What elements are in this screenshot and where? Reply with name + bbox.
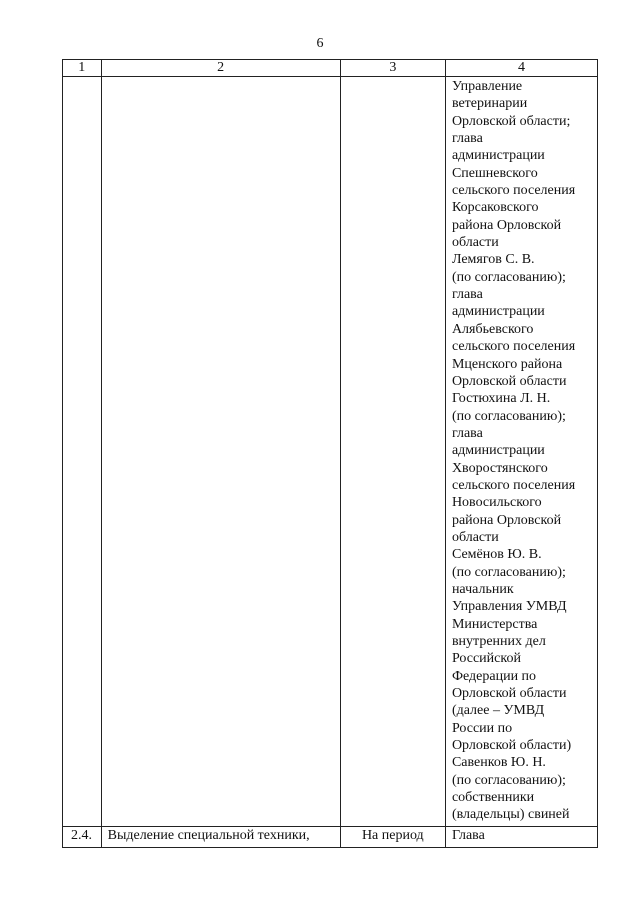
header-col-4: 4 — [445, 60, 597, 77]
responsible-line: Гостюхина Л. Н. — [451, 391, 551, 407]
responsible-line: Семёнов Ю. В. — [451, 547, 542, 563]
responsible-line: Спешневского — [451, 165, 538, 181]
responsible-line: (владельцы) свиней — [451, 807, 570, 823]
responsible-line: глава — [451, 131, 483, 147]
table-header-row — [63, 60, 598, 77]
responsible-line: России по — [451, 720, 513, 736]
responsible-line: (по согласованию); — [451, 772, 566, 788]
responsible-line: внутренних дел — [451, 634, 546, 649]
page-number: 6 — [316, 36, 324, 51]
responsible-line: Управления УМВД — [451, 599, 567, 615]
responsible-line: Управление — [451, 79, 523, 94]
responsible-line: района Орловской — [451, 217, 562, 233]
responsible-line: Мценского района — [451, 356, 563, 372]
responsible-line: Новосильского — [451, 495, 542, 511]
responsible-line: Алябьевского — [451, 321, 534, 337]
responsible-line: Лемягов С. В. — [451, 252, 535, 268]
continuation-cell-1 — [63, 77, 102, 827]
responsible-line: Орловской области) — [451, 738, 572, 754]
responsible-line: Орловской области; — [451, 113, 571, 129]
responsible-line: Корсаковского — [451, 200, 539, 216]
responsible-line: ветеринарии — [451, 96, 528, 112]
responsible-line: Министерства — [451, 616, 538, 632]
responsible-line: сельского поселения — [451, 339, 576, 355]
responsible-line: администрации — [451, 148, 545, 164]
responsible-line: Хворостянского — [451, 460, 548, 476]
continuation-cell-2 — [101, 77, 340, 827]
responsible-line: глава — [451, 287, 483, 303]
header-col-2: 2 — [101, 60, 340, 77]
responsible-line: Федерации по — [451, 668, 537, 684]
continuation-row — [63, 77, 598, 827]
responsible-line: администрации — [451, 443, 545, 459]
responsible-line: Орловской области — [451, 686, 567, 702]
row-number: 2.4. — [63, 826, 102, 847]
table-row-2-4 — [63, 826, 598, 847]
row-period: На период — [340, 826, 445, 847]
responsible-cell — [445, 77, 597, 827]
responsible-line: собственники — [451, 790, 535, 806]
row-responsible: Глава — [445, 826, 597, 847]
responsible-line: администрации — [451, 304, 545, 320]
row-activity: Выделение специальной техники, — [101, 826, 340, 847]
responsible-line: Российской — [451, 651, 521, 667]
responsible-line: района Орловской — [451, 512, 562, 528]
responsible-line: (по согласованию); — [451, 408, 566, 424]
header-col-3: 3 — [340, 60, 445, 77]
plan-table — [62, 59, 598, 848]
responsible-line: области — [451, 235, 499, 251]
continuation-cell-3 — [340, 77, 445, 827]
header-col-1: 1 — [63, 60, 102, 77]
responsible-line: глава — [451, 425, 483, 441]
responsible-line: сельского поселения — [451, 477, 576, 493]
responsible-line: области — [451, 529, 499, 545]
responsible-line: начальник — [451, 581, 514, 597]
responsible-line: Савенков Ю. Н. — [451, 755, 546, 771]
responsible-line: сельского поселения — [451, 183, 576, 199]
responsible-line: (по согласованию); — [451, 564, 566, 580]
responsible-line: (по согласованию); — [451, 269, 566, 285]
responsible-line: (далее – УМВД — [451, 703, 545, 719]
responsible-line: Орловской области — [451, 373, 567, 389]
